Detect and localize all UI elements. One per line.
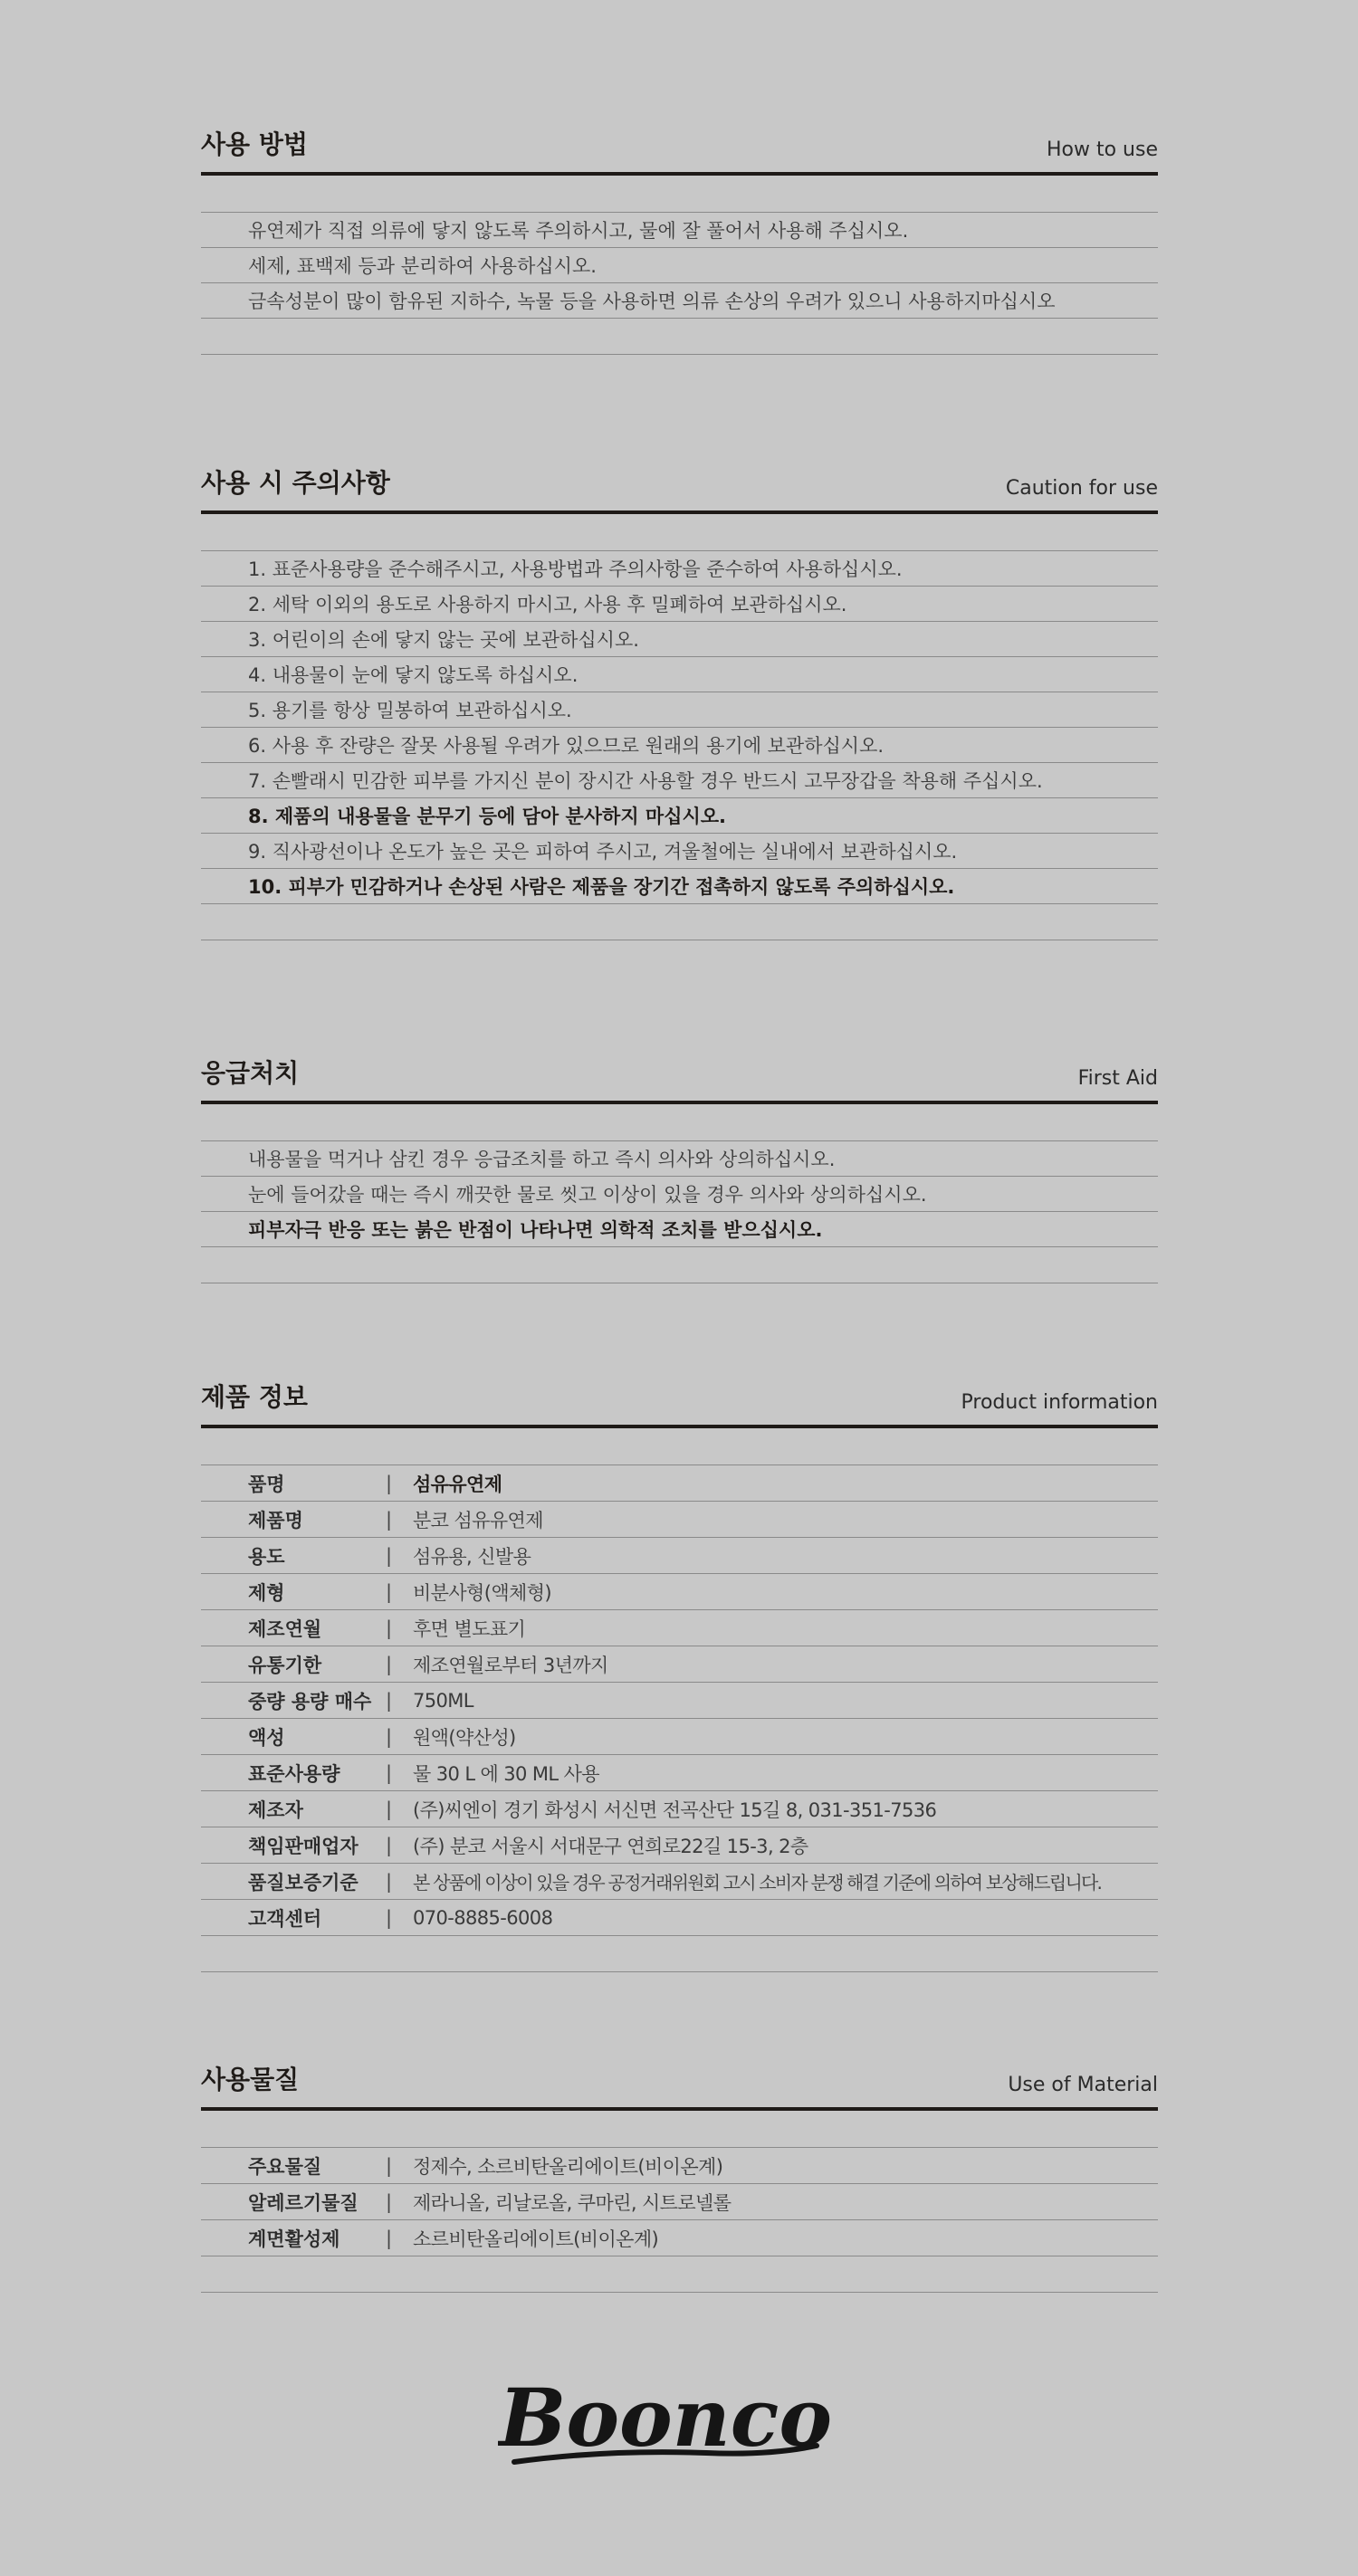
row-label: 중량 용량 매수 [248,1690,372,1713]
row-label: 주요물질 [248,2155,322,2178]
row-label: 알레르기물질 [248,2191,359,2214]
list-item: 7. 손빨래시 민감한 피부를 가지신 분이 장시간 사용할 경우 반드시 고무장갑을 착용해 주십시오. [201,763,1158,798]
table-row [201,1610,1158,1646]
table-row [201,2184,1158,2220]
material-title-en: Use of Material [1008,2074,1158,2096]
caution-title: 사용 시 주의사항 [201,468,390,498]
how-to-use-title-en: How to use [1046,138,1158,161]
row-value: 본 상품에 이상이 있을 경우 공정거래위원회 고시 소비자 분쟁 해결 기준에 의하여 보상해드립니다. [413,1872,1102,1894]
row-label: 책임판매업자 [248,1835,359,1857]
row-label: 제형 [248,1581,285,1604]
row-separator: | [386,1472,393,1494]
list-item: 3. 어린이의 손에 닿지 않는 곳에 보관하십시오. [201,622,1158,657]
table-row [201,2220,1158,2256]
list-item: 내용물을 먹거나 삼킨 경우 응급조치를 하고 즉시 의사와 상의하십시오. [201,1141,1158,1177]
how-to-use-title: 사용 방법 [201,129,308,159]
how-to-use-section [201,129,1158,355]
material-header [201,2067,1158,2111]
row-separator: | [386,1870,393,1893]
row-value: 제라니올, 리날로올, 쿠마린, 시트로넬롤 [413,2191,732,2214]
table-row [201,1465,1158,1502]
how-to-use-list [201,212,1158,355]
list-spacer [201,1247,1158,1283]
row-value: 070-8885-6008 [413,1906,553,1929]
row-value: 물 30 L 에 30 ML 사용 [413,1762,599,1785]
list-item: 4. 내용물이 눈에 닿지 않도록 하십시오. [201,657,1158,692]
list-spacer [201,904,1158,940]
caution-section [201,468,1158,940]
product-info-header [201,1382,1158,1428]
first-aid-title-en: First Aid [1077,1067,1158,1090]
row-value: 정제수, 소르비탄올리에이트(비이온계) [413,2155,723,2178]
boonco-logo [498,2362,833,2480]
caution-title-en: Caution for use [1005,477,1158,500]
list-item: 9. 직사광선이나 온도가 높은 곳은 피하여 주시고, 겨울철에는 실내에서 보관하십시오. [201,834,1158,869]
material-table [201,2147,1158,2293]
logo-wordmark: Boonco [498,2371,833,2465]
table-row [201,1864,1158,1900]
list-item: 2. 세탁 이외의 용도로 사용하지 마시고, 사용 후 밀폐하여 보관하십시오. [201,587,1158,622]
row-label: 용도 [248,1545,285,1568]
row-separator: | [386,2154,393,2177]
row-label: 유통기한 [248,1654,322,1676]
row-label: 제조연월 [248,1617,322,1640]
row-value: 분코 섬유유연제 [413,1509,543,1531]
row-separator: | [386,1725,393,1748]
list-spacer [201,319,1158,355]
row-separator: | [386,1544,393,1567]
table-row [201,2148,1158,2184]
row-separator: | [386,1798,393,1820]
list-item: 금속성분이 많이 함유된 지하수, 녹물 등을 사용하면 의류 손상의 우려가 있으니 사용하지마십시오 [201,283,1158,319]
table-row [201,1900,1158,1936]
row-label: 품질보증기준 [248,1871,359,1894]
row-value: 후면 별도표기 [413,1617,526,1640]
first-aid-header [201,1058,1158,1104]
first-aid-title: 응급처치 [201,1058,300,1088]
material-section [201,2067,1158,2293]
list-item: 5. 용기를 항상 밀봉하여 보관하십시오. [201,692,1158,728]
row-label: 제품명 [248,1509,303,1531]
row-separator: | [386,2227,393,2249]
first-aid-section [201,1058,1158,1283]
table-row [201,1683,1158,1719]
product-info-title: 제품 정보 [201,1382,308,1412]
row-value: 소르비탄올리에이트(비이온계) [413,2228,659,2250]
row-separator: | [386,2190,393,2213]
table-row [201,1502,1158,1538]
list-item-emphasis: 8. 제품의 내용물을 분무기 등에 담아 분사하지 마십시오. [201,798,1158,834]
list-item: 세제, 표백제 등과 분리하여 사용하십시오. [201,248,1158,283]
list-item: 1. 표준사용량을 준수해주시고, 사용방법과 주의사항을 준수하여 사용하십시오. [201,551,1158,587]
row-label: 고객센터 [248,1907,322,1930]
list-item: 눈에 들어갔을 때는 즉시 깨끗한 물로 씻고 이상이 있을 경우 의사와 상의하십시오. [201,1177,1158,1212]
row-value: 750ML [413,1689,473,1712]
list-spacer [201,1936,1158,1972]
table-row [201,1827,1158,1864]
how-to-use-header [201,129,1158,176]
table-row [201,1646,1158,1683]
list-item-emphasis: 피부자극 반응 또는 붉은 반점이 나타나면 의학적 조치를 받으십시오. [201,1212,1158,1247]
row-separator: | [386,1906,393,1929]
row-label: 제조자 [248,1798,303,1821]
product-info-section [201,1382,1158,1972]
row-value: (주)씨엔이 경기 화성시 서신면 전곡산단 15길 8, 031-351-7536 [413,1798,937,1821]
row-value: 원액(약산성) [413,1726,516,1749]
row-separator: | [386,1580,393,1603]
list-item: 유연제가 직접 의류에 닿지 않도록 주의하시고, 물에 잘 풀어서 사용해 주십시오. [201,213,1158,248]
row-value: 섬유유연제 [413,1473,502,1495]
row-label: 품명 [248,1473,285,1495]
row-value: 제조연월로부터 3년까지 [413,1654,608,1676]
row-separator: | [386,1689,393,1712]
row-label: 계면활성제 [248,2228,340,2250]
list-spacer [201,2256,1158,2293]
table-row [201,1574,1158,1610]
row-label: 액성 [248,1726,285,1749]
row-separator: | [386,1653,393,1675]
row-value: 비분사형(액체형) [413,1581,551,1604]
caution-header [201,468,1158,514]
material-title: 사용물질 [201,2065,300,2094]
table-row [201,1719,1158,1755]
row-value: 섬유용, 신발용 [413,1545,531,1568]
table-row [201,1755,1158,1791]
table-row [201,1538,1158,1574]
caution-list [201,550,1158,940]
table-row [201,1791,1158,1827]
list-item-emphasis: 10. 피부가 민감하거나 손상된 사람은 제품을 장기간 접촉하지 않도록 주의하십시오. [201,869,1158,904]
row-separator: | [386,1834,393,1856]
row-value: (주) 분코 서울시 서대문구 연희로22길 15-3, 2층 [413,1835,808,1857]
row-separator: | [386,1617,393,1639]
product-info-table [201,1465,1158,1972]
list-item: 6. 사용 후 잔량은 잘못 사용될 우려가 있으므로 원래의 용기에 보관하십시오. [201,728,1158,763]
row-label: 표준사용량 [248,1762,340,1785]
first-aid-list [201,1140,1158,1283]
row-separator: | [386,1761,393,1784]
product-info-title-en: Product information [961,1391,1158,1414]
row-separator: | [386,1508,393,1531]
